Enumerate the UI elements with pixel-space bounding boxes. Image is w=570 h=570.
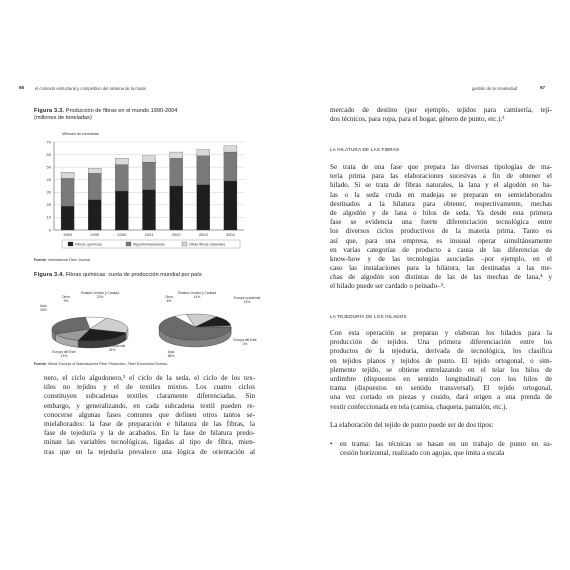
left-body-line: fase de tejeduría y la de acabados. En la fase de hilatura predo-: [44, 429, 255, 438]
left-body-line: nero, el ciclo algodonero,² el ciclo de la seda, el ciclo de los tex-: [44, 374, 255, 382]
pie-chart-right: [147, 285, 262, 365]
y-tick-label: 20: [46, 202, 51, 208]
x-tick-label: 1990: [63, 232, 73, 237]
bullet-line: en trama: las técnicas se basan en un trabajo de punto en su-: [340, 440, 552, 448]
section-1-line: chas de algodón son distintas de las de las mechas de lana,⁴ y: [330, 273, 552, 282]
section-2-line: productos de la tejeduría, derivada de tecnológica, los clasifica: [330, 347, 552, 356]
pie-chart-left: [34, 285, 149, 365]
y-tick-label: 60: [46, 151, 51, 157]
bar-segment: [142, 162, 155, 190]
pie-slice-label: Europa occidental: [98, 344, 126, 348]
y-tick-label: 30: [46, 189, 51, 195]
bar-segment: [115, 158, 128, 164]
figure-34-source-text: World Surveys of Manufactured Fiber Production, Fiber Economics Bureau.: [47, 362, 168, 366]
y-tick-label: 50: [46, 164, 51, 170]
section-2-line: plemente tejido, se obtiene entrelazando en el telar los hilos de: [330, 365, 552, 374]
bar-segment: [142, 190, 155, 230]
bar-segment: [115, 165, 128, 191]
bullet-icon: •: [330, 440, 333, 448]
pie-slice-label: Asia: [40, 304, 47, 308]
section-1-line: las o la seda cruda en madejas se preparan en semielaborados: [330, 190, 552, 199]
pie-slice-value: 30%: [40, 308, 47, 312]
left-body-text: [44, 374, 255, 457]
section-1-line: know-how y de las tecnologías asociadas –por ejemplo, en el: [330, 254, 552, 263]
bar-segment: [88, 200, 101, 230]
y-axis-unit-label: Millones de toneladas: [62, 132, 99, 136]
pie-slice-label: Estados Unidos y Canadá: [177, 291, 217, 295]
pie-slice-label: Otros: [164, 295, 174, 299]
y-tick-label: 10: [46, 214, 51, 220]
right-intro-line: dos técnicos, para ropa, para el hogar, género de punto, etc.).³: [330, 115, 505, 124]
bar-segment: [61, 206, 74, 230]
section-1-line: el hilado puede ser cardado o peinado–⁵.: [330, 282, 445, 291]
y-tick-label: 0: [48, 227, 51, 233]
pie-slice-value: 13%: [60, 354, 68, 358]
left-body-line: conocerse algunas fases comunes que definen otros tantos se-: [44, 410, 255, 419]
section-tejeduria-text: [330, 329, 552, 412]
bar-segment: [197, 185, 210, 230]
figure-33-caption: [34, 108, 177, 122]
figure-33-title: Producción de fibras en el mundo 1990-2004: [65, 108, 178, 114]
pie-slice-label: Asia: [167, 350, 175, 354]
closing-paragraph: [330, 421, 552, 430]
pie-slice-label: Europa del Este: [52, 350, 76, 354]
figure-34-caption: [34, 272, 202, 279]
section-1-line: de algodón y de lana o hilos de seda. Ya desde esta primera: [330, 208, 552, 217]
section-2-line: una vez cortado en piezas y cosido, dará origen a una prenda de: [330, 393, 552, 402]
figure-33-source: [34, 258, 90, 262]
legend-swatch: [68, 242, 73, 246]
pie-slice-value: 65%: [167, 354, 175, 358]
section-1-line: teria prima para las elaboraciones sucesivas a fin de obtener el: [330, 172, 552, 181]
pie-slice-value: 2%: [242, 342, 248, 346]
figure-33-source-text: International Fiber Journal: [47, 258, 90, 262]
figure-33-label: Figura 3.3.: [34, 108, 65, 114]
x-tick-label: 2003: [198, 232, 208, 237]
x-tick-label: 2001: [144, 232, 154, 237]
figure-34-title: Fibras químicas: cuota de producción mundial por país: [65, 272, 202, 278]
pie-slice-label: Estados Unidos y Canadá: [80, 291, 120, 295]
left-body-line: mielaborados: la fase de preparación e hilatura de las fibras, la: [44, 419, 255, 428]
bar-segment: [61, 172, 74, 178]
section-2-line: trama (dispuestos en sentido transversal). El tejido ortogonal,: [330, 384, 552, 393]
legend-label: Otras fibras naturales: [189, 242, 226, 247]
right-running-head: gestión de la creatividad: [472, 86, 518, 91]
pie-slice-label: Otros: [61, 295, 71, 299]
pie-slice-value: 13%: [243, 300, 251, 304]
left-body-line: tras que en la tejeduría prevalece una lógica de orientación al: [44, 447, 255, 456]
figure-33-subtitle: (millones de toneladas): [34, 115, 92, 121]
pie-slice-value: 9%: [63, 299, 69, 303]
x-tick-label: 2002: [171, 232, 181, 237]
y-tick-label: 70: [46, 139, 51, 145]
pie-slice-label: Europa occidental: [233, 296, 261, 300]
bar-segment: [170, 158, 183, 186]
x-tick-label: 2000: [117, 232, 127, 237]
bar-segment: [197, 156, 210, 185]
fiber-production-bar-chart: [32, 128, 257, 250]
bar-segment: [61, 178, 74, 206]
figure-33-source-label: Fuente:: [34, 258, 47, 262]
left-body-line: tiles no tejidos y el de textiles mixtos. Los cuatro ciclos: [44, 383, 255, 392]
pie-slice-value: 23%: [96, 295, 104, 299]
section-heading-tejeduria: LA TEJEDURÍA DE LOS HILADOS: [330, 314, 407, 319]
pie-slice-value: 6%: [166, 299, 172, 303]
section-2-line: vestir confeccionada en tela (camisa, chaqueta, pantalón, etc.).: [330, 402, 508, 411]
section-1-line: Se trata de una fase que prepara las diversas tipologías de ma-: [330, 163, 552, 171]
figure-34-label: Figura 3.4.: [34, 272, 65, 278]
x-tick-label: 1995: [90, 232, 100, 237]
bar-segment: [224, 152, 237, 181]
section-1-line: los diversos ciclos productivos de la materia prima. Tanto es: [330, 227, 552, 236]
bar-segment: [142, 156, 155, 162]
y-tick-label: 40: [46, 177, 51, 183]
bar-segment: [170, 186, 183, 230]
section-2-line: en tejidos planos y tejidos de punto. El tejido ortogonal, o sim-: [330, 356, 552, 365]
bullet-item: [330, 440, 552, 458]
right-page-number: 67: [540, 85, 546, 90]
section-hilatura-text: [330, 163, 552, 292]
legend-label: Algodón/lana/seda: [133, 242, 165, 247]
section-1-line: hilado. Si se trata de fibras naturales, la lana y el algodón en ba-: [330, 181, 552, 190]
left-running-head: el contexto estructural y competitivo del sistema de la moda: [35, 86, 146, 91]
section-2-line: Con esta operación se preparan y elaboran los hilados para la: [330, 329, 552, 337]
left-body-line: constituyen subcadenas textiles claramente diferenciadas. Sin: [44, 392, 255, 401]
section-1-line: en varias categorías de producto a causa de las diferencias de: [330, 245, 552, 254]
left-body-line: minan las variables tecnológicas, ligadas al tipo de fibra, mien-: [44, 438, 255, 447]
section-heading-hilatura: LA HILATURA DE LAS FIBRAS: [330, 147, 400, 152]
bar-segment: [115, 191, 128, 230]
x-tick-label: 2004: [225, 232, 235, 237]
bar-segment: [197, 150, 210, 156]
pie-slice-value: 25%: [108, 348, 116, 352]
legend-label: Fibras químicas: [75, 242, 102, 247]
right-intro-text: [330, 106, 552, 124]
bar-segment: [88, 173, 101, 199]
section-2-line: producción de tejidos. Una primera diferenciación entre los: [330, 338, 552, 347]
bar-segment: [170, 152, 183, 158]
pie-slice-label: Europa del Este: [233, 338, 257, 342]
figure-34-source: [34, 362, 168, 366]
section-1-line: destinados a la hilatura para obtener, respectivamente, mechas: [330, 199, 552, 208]
figure-34-source-label: Fuente:: [34, 362, 47, 366]
closing-line: La elaboración del tejido de punto puede ser de dos tipos:: [330, 421, 494, 429]
bar-segment: [224, 146, 237, 152]
left-page-number: 66: [19, 85, 25, 90]
section-1-line: caso las instalaciones para la hilatura, las destinadas a las me-: [330, 264, 552, 273]
legend-swatch: [182, 242, 187, 246]
bar-segment: [224, 181, 237, 230]
right-intro-line: mercado de destino (por ejemplo, tejidos para camisería, teji-: [330, 106, 552, 114]
legend-swatch: [126, 242, 131, 246]
bullet-line: cesión horizontal, realizado con agujas, que imita a escala: [340, 449, 505, 458]
section-1-line: así que, para una empresa, es inusual operar simultáneamente: [330, 236, 552, 245]
bar-segment: [88, 168, 101, 173]
left-body-line: embargo, y generalizando, en cada subcadena textil pueden re-: [44, 401, 255, 410]
section-1-line: fase se evidencia una fuerte diferenciación tecnológica entre: [330, 218, 552, 227]
pie-slice-value: 14%: [193, 295, 201, 299]
section-2-line: urdimbre (dispuestos en sentido longitudinal) con los hilos de: [330, 374, 552, 383]
